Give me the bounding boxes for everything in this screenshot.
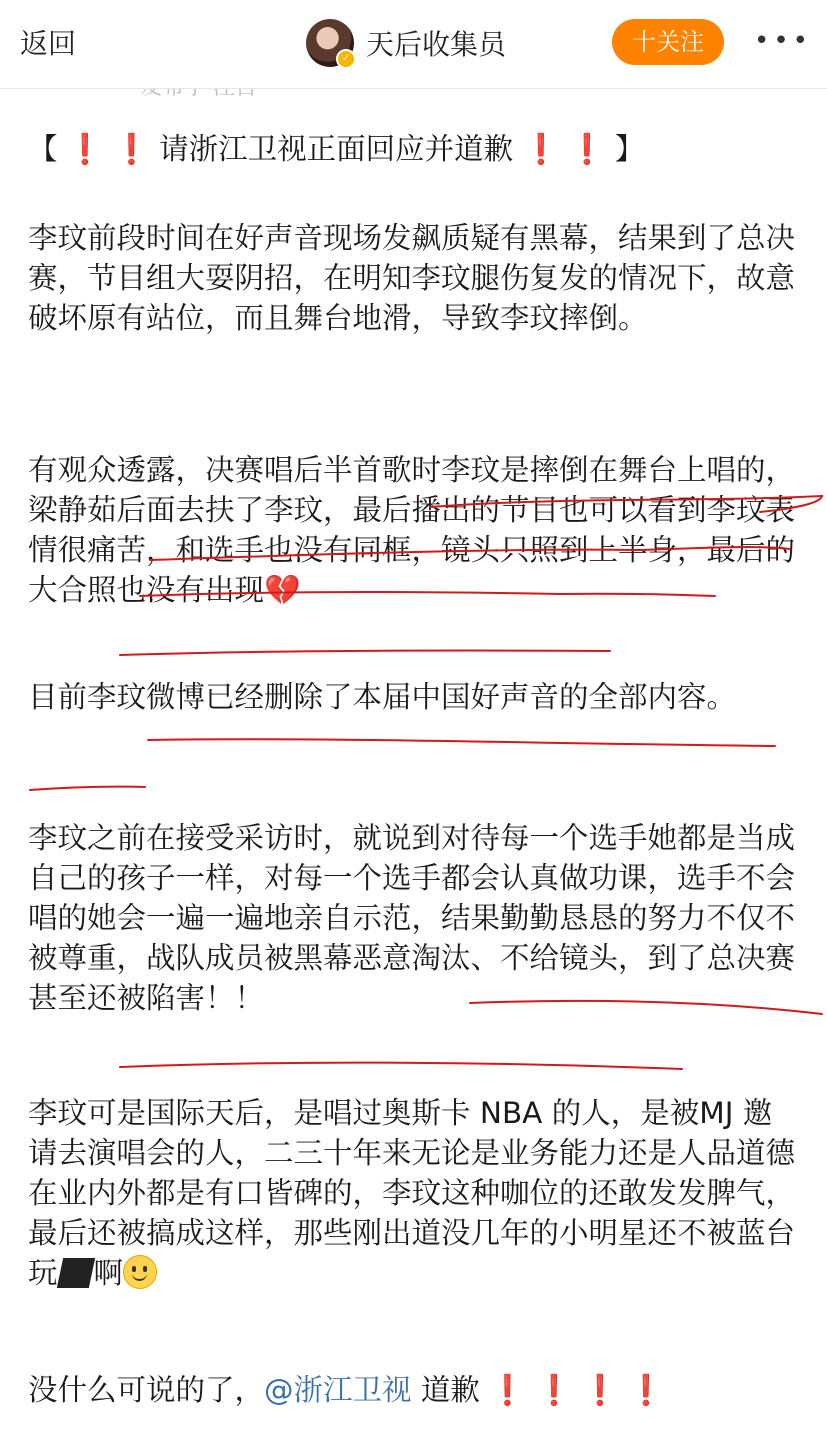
author-nickname[interactable]: 天后收集员 (366, 28, 507, 61)
paragraph-5-text: 李玟可是国际天后，是唱过奥斯卡 NBA 的人，是被MJ 邀请去演唱会的人，二三十年来无论是业务能力还是人品道德在业内外都是有口皆碑的，李玟这种咖位的还敢发发脾气，最后还被搞成这样，那些刚出道没几年的小明星还不被蓝台玩 (28, 1096, 796, 1290)
post-title (28, 126, 644, 168)
exclamation-icon: ❗ (568, 132, 606, 166)
paragraph-6-tail: 道歉 (411, 1373, 480, 1407)
paragraph-2-text: 有观众透露，决赛唱后半首歌时李玟是摔倒在舞台上唱的，梁静茹后面去扶了李玟，最后播出的节目也可以看到李玟表情很痛苦，和选手也没有同框，镜头只照到上半身，最后的大合照也没有出现 (28, 453, 796, 607)
exclamation-icon: ❗ (522, 132, 560, 166)
exclamation-icon: ❗ (581, 1373, 619, 1407)
paragraph-5 (28, 1093, 798, 1293)
follow-button[interactable]: 十关注 (612, 19, 724, 65)
title-bracket-close: 】 (614, 132, 645, 166)
exclamation-icon: ❗ (535, 1373, 573, 1407)
paragraph-4: 李玟之前在接受采访时，就说到对待每一个选手她都是当成自己的孩子一样，对每一个选手都会认真做功课，选手不会唱的她会一遍一遍地亲自示范，结果勤勤恳恳的努力不仅不被尊重，战队成员被黑幕恶意淘汰、不给镜头，到了总决赛甚至还被陷害！！ (28, 821, 796, 1015)
underline-stroke (120, 1063, 682, 1069)
broken-heart-icon: 💔 (264, 573, 301, 607)
paragraph-2 (28, 450, 798, 610)
verified-badge-icon: ✓ (336, 49, 356, 69)
title-bracket-open: 【 (28, 132, 58, 166)
underline-stroke (120, 650, 610, 655)
paragraph-6 (28, 1370, 798, 1410)
exclamation-icon: ❗ (66, 132, 104, 166)
paragraph-3: 目前李玟微博已经删除了本届中国好声音的全部内容。 (28, 680, 737, 714)
author-info[interactable] (306, 17, 506, 69)
top-navbar (0, 0, 827, 89)
more-options-icon[interactable]: ••• (754, 26, 813, 56)
back-button[interactable]: 返回 (20, 27, 77, 60)
underline-stroke (148, 739, 775, 746)
exclamation-icon: ❗ (489, 1373, 527, 1407)
paragraph-1: 李玟前段时间在好声音现场发飙质疑有黑幕，结果到了总决赛，节目组大耍阴招，在明知李玟腿伤复发的情况下，故意破坏原有站位，而且舞台地滑，导致李玟摔倒。 (28, 221, 796, 335)
paragraph-6-text: 没什么可说的了， (28, 1373, 265, 1407)
smile-emoji-icon (123, 1255, 157, 1289)
exclamation-icon: ❗ (627, 1373, 665, 1407)
exclamation-icon: ❗ (113, 132, 150, 166)
title-text: 请浙江卫视正面回应并道歉 (159, 132, 514, 166)
avatar[interactable] (306, 19, 354, 67)
underline-stroke (30, 787, 145, 790)
censor-scribble (56, 1258, 94, 1288)
paragraph-5-tail: 啊 (93, 1256, 124, 1290)
mention-link[interactable]: @浙江卫视 (264, 1373, 412, 1407)
